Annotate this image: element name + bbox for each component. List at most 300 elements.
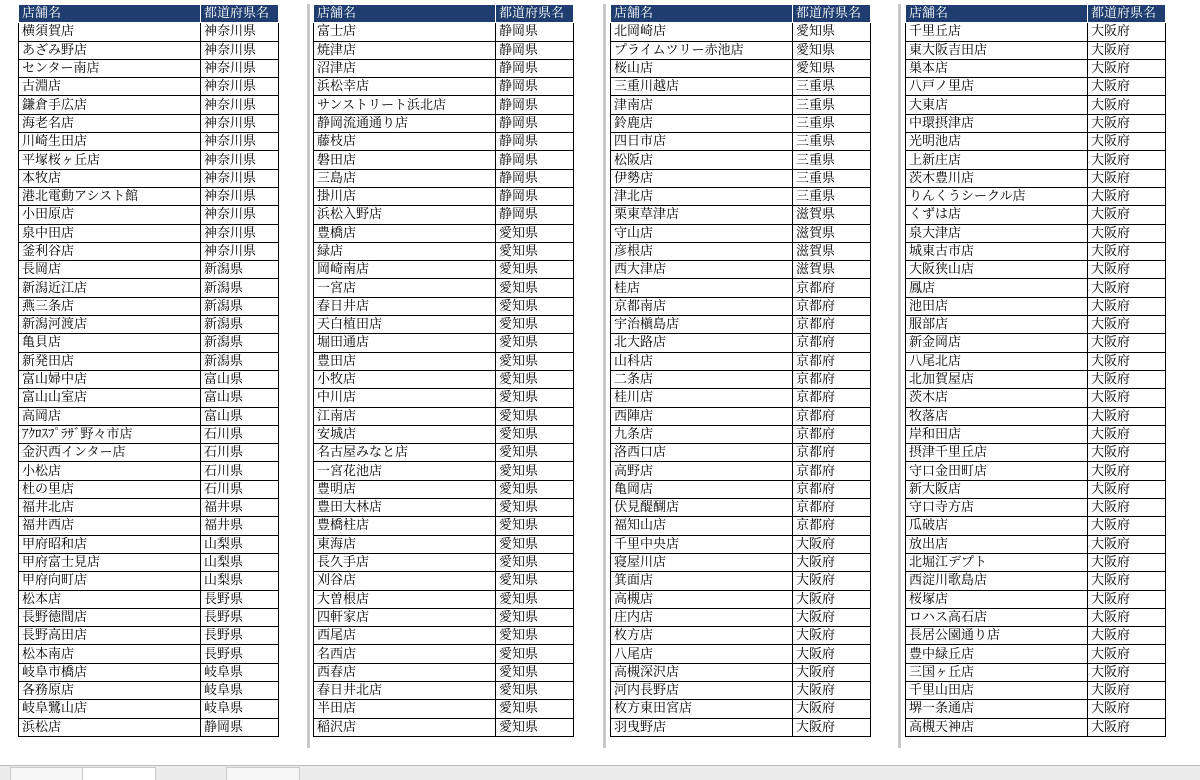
store-name-cell[interactable]: 摂津千里丘店 <box>906 444 1088 462</box>
store-name-cell[interactable]: 釜利谷店 <box>19 242 201 260</box>
store-name-cell[interactable]: 守口金田町店 <box>906 462 1088 480</box>
store-name-cell[interactable]: 高野店 <box>611 462 793 480</box>
prefecture-cell[interactable]: 大阪府 <box>1088 23 1166 41</box>
prefecture-cell[interactable]: 大阪府 <box>793 553 871 571</box>
store-name-cell[interactable]: 寝屋川店 <box>611 553 793 571</box>
store-name-cell[interactable]: 伏見醍醐店 <box>611 499 793 517</box>
store-name-cell[interactable]: 松本南店 <box>19 645 201 663</box>
store-name-cell[interactable]: 燕三条店 <box>19 297 201 315</box>
store-name-cell[interactable]: 高岡店 <box>19 407 201 425</box>
store-name-cell[interactable]: 八尾北店 <box>906 352 1088 370</box>
store-name-cell[interactable]: ロハス高石店 <box>906 608 1088 626</box>
prefecture-cell[interactable]: 京都府 <box>793 480 871 498</box>
store-name-cell[interactable]: 豊田店 <box>314 352 496 370</box>
prefecture-cell[interactable]: 愛知県 <box>496 370 574 388</box>
store-name-cell[interactable]: 長久手店 <box>314 553 496 571</box>
store-name-cell[interactable]: 掛川店 <box>314 187 496 205</box>
store-name-cell[interactable]: 名古屋みなと店 <box>314 444 496 462</box>
prefecture-cell[interactable]: 山梨県 <box>201 535 279 553</box>
store-name-cell[interactable]: 鈴鹿店 <box>611 114 793 132</box>
prefecture-cell[interactable]: 大阪府 <box>793 572 871 590</box>
prefecture-cell[interactable]: 新潟県 <box>201 334 279 352</box>
store-name-cell[interactable]: 本牧店 <box>19 169 201 187</box>
prefecture-cell[interactable]: 大阪府 <box>1088 78 1166 96</box>
store-name-cell[interactable]: 庄内店 <box>611 608 793 626</box>
store-name-cell[interactable]: 甲府富士見店 <box>19 553 201 571</box>
store-name-cell[interactable]: 古淵店 <box>19 78 201 96</box>
store-name-cell[interactable]: 川崎生田店 <box>19 133 201 151</box>
store-name-cell[interactable]: 新金岡店 <box>906 334 1088 352</box>
prefecture-cell[interactable]: 石川県 <box>201 462 279 480</box>
prefecture-cell[interactable]: 大阪府 <box>1088 206 1166 224</box>
store-name-cell[interactable]: 岡崎南店 <box>314 261 496 279</box>
store-name-cell[interactable]: 長居公園通り店 <box>906 627 1088 645</box>
header-prefecture-cell[interactable]: 都道府県名 <box>201 5 279 23</box>
header-prefecture-cell[interactable]: 都道府県名 <box>1088 5 1166 23</box>
prefecture-cell[interactable]: 福井県 <box>201 499 279 517</box>
prefecture-cell[interactable]: 大阪府 <box>1088 316 1166 334</box>
prefecture-cell[interactable]: 大阪府 <box>1088 169 1166 187</box>
store-name-cell[interactable]: 羽曳野店 <box>611 718 793 736</box>
prefecture-cell[interactable]: 京都府 <box>793 389 871 407</box>
store-name-cell[interactable]: 中環摂津店 <box>906 114 1088 132</box>
store-name-cell[interactable]: 磐田店 <box>314 151 496 169</box>
prefecture-cell[interactable]: 愛知県 <box>496 316 574 334</box>
prefecture-cell[interactable]: 京都府 <box>793 352 871 370</box>
prefecture-cell[interactable]: 静岡県 <box>496 96 574 114</box>
store-name-cell[interactable]: 福井北店 <box>19 499 201 517</box>
store-name-cell[interactable]: 宇治槇島店 <box>611 316 793 334</box>
store-name-cell[interactable]: 稲沢店 <box>314 718 496 736</box>
store-name-cell[interactable]: 福井西店 <box>19 517 201 535</box>
store-name-cell[interactable]: 刈谷店 <box>314 572 496 590</box>
prefecture-cell[interactable]: 大阪府 <box>1088 114 1166 132</box>
prefecture-cell[interactable]: 大阪府 <box>793 663 871 681</box>
store-name-cell[interactable]: 大阪狭山店 <box>906 261 1088 279</box>
prefecture-cell[interactable]: 三重県 <box>793 169 871 187</box>
header-prefecture-cell[interactable]: 都道府県名 <box>496 5 574 23</box>
store-name-cell[interactable]: 各務原店 <box>19 681 201 699</box>
store-name-cell[interactable]: 山科店 <box>611 352 793 370</box>
prefecture-cell[interactable]: 京都府 <box>793 297 871 315</box>
prefecture-cell[interactable]: 三重県 <box>793 96 871 114</box>
store-name-cell[interactable]: 九条店 <box>611 425 793 443</box>
prefecture-cell[interactable]: 大阪府 <box>1088 462 1166 480</box>
store-name-cell[interactable]: 新発田店 <box>19 352 201 370</box>
prefecture-cell[interactable]: 神奈川県 <box>201 114 279 132</box>
store-name-cell[interactable]: 箕面店 <box>611 572 793 590</box>
prefecture-cell[interactable]: 愛知県 <box>496 553 574 571</box>
store-name-cell[interactable]: 栗東草津店 <box>611 206 793 224</box>
prefecture-cell[interactable]: 愛知県 <box>793 41 871 59</box>
store-name-cell[interactable]: 桂川店 <box>611 389 793 407</box>
prefecture-cell[interactable]: 静岡県 <box>496 78 574 96</box>
prefecture-cell[interactable]: 静岡県 <box>496 151 574 169</box>
prefecture-cell[interactable]: 愛知県 <box>496 462 574 480</box>
prefecture-cell[interactable]: 神奈川県 <box>201 59 279 77</box>
store-name-cell[interactable]: 中川店 <box>314 389 496 407</box>
store-name-cell[interactable]: 亀貝店 <box>19 334 201 352</box>
store-name-cell[interactable]: 松本店 <box>19 590 201 608</box>
store-name-cell[interactable]: 横須賀店 <box>19 23 201 41</box>
sheet-tab-active[interactable] <box>82 767 156 780</box>
prefecture-cell[interactable]: 大阪府 <box>1088 261 1166 279</box>
sheet-tab[interactable] <box>226 767 300 780</box>
prefecture-cell[interactable]: 愛知県 <box>496 627 574 645</box>
store-name-cell[interactable]: 茨木豊川店 <box>906 169 1088 187</box>
store-name-cell[interactable]: 二条店 <box>611 370 793 388</box>
store-name-cell[interactable]: 北堀江デプト <box>906 553 1088 571</box>
prefecture-cell[interactable]: 愛知県 <box>496 444 574 462</box>
prefecture-cell[interactable]: 京都府 <box>793 444 871 462</box>
prefecture-cell[interactable]: 京都府 <box>793 334 871 352</box>
prefecture-cell[interactable]: 愛知県 <box>496 242 574 260</box>
store-name-cell[interactable]: 桜塚店 <box>906 590 1088 608</box>
store-name-cell[interactable]: 東海店 <box>314 535 496 553</box>
prefecture-cell[interactable]: 大阪府 <box>793 535 871 553</box>
prefecture-cell[interactable]: 愛知県 <box>496 352 574 370</box>
prefecture-cell[interactable]: 三重県 <box>793 78 871 96</box>
store-name-cell[interactable]: 海老名店 <box>19 114 201 132</box>
store-name-cell[interactable]: 港北電動アシスト館 <box>19 187 201 205</box>
prefecture-cell[interactable]: 愛知県 <box>496 608 574 626</box>
prefecture-cell[interactable]: 大阪府 <box>1088 224 1166 242</box>
store-name-cell[interactable]: 藤枝店 <box>314 133 496 151</box>
store-name-cell[interactable]: 浜松店 <box>19 718 201 736</box>
store-name-cell[interactable]: 泉大津店 <box>906 224 1088 242</box>
prefecture-cell[interactable]: 愛知県 <box>793 59 871 77</box>
header-prefecture-cell[interactable]: 都道府県名 <box>793 5 871 23</box>
prefecture-cell[interactable]: 愛知県 <box>496 517 574 535</box>
header-store-cell[interactable]: 店舗名 <box>19 5 201 23</box>
prefecture-cell[interactable]: 富山県 <box>201 370 279 388</box>
store-name-cell[interactable]: 岐阜鷺山店 <box>19 700 201 718</box>
store-name-cell[interactable]: くずは店 <box>906 206 1088 224</box>
store-name-cell[interactable]: 長岡店 <box>19 261 201 279</box>
prefecture-cell[interactable]: 京都府 <box>793 279 871 297</box>
store-name-cell[interactable]: 瓜破店 <box>906 517 1088 535</box>
prefecture-cell[interactable]: 静岡県 <box>496 206 574 224</box>
prefecture-cell[interactable]: 新潟県 <box>201 279 279 297</box>
prefecture-cell[interactable]: 新潟県 <box>201 297 279 315</box>
store-name-cell[interactable]: 高槻店 <box>611 590 793 608</box>
prefecture-cell[interactable]: 愛知県 <box>496 663 574 681</box>
store-name-cell[interactable]: 平塚桜ヶ丘店 <box>19 151 201 169</box>
prefecture-cell[interactable]: 大阪府 <box>1088 535 1166 553</box>
store-name-cell[interactable]: 西尾店 <box>314 627 496 645</box>
store-name-cell[interactable]: 福知山店 <box>611 517 793 535</box>
prefecture-cell[interactable]: 静岡県 <box>201 718 279 736</box>
prefecture-cell[interactable]: 大阪府 <box>793 718 871 736</box>
prefecture-cell[interactable]: 愛知県 <box>496 590 574 608</box>
store-name-cell[interactable]: 城東古市店 <box>906 242 1088 260</box>
store-name-cell[interactable]: 千里中央店 <box>611 535 793 553</box>
store-name-cell[interactable]: 桜山店 <box>611 59 793 77</box>
prefecture-cell[interactable]: 長野県 <box>201 627 279 645</box>
prefecture-cell[interactable]: 大阪府 <box>793 681 871 699</box>
store-name-cell[interactable]: あざみ野店 <box>19 41 201 59</box>
store-name-cell[interactable]: 千里丘店 <box>906 23 1088 41</box>
store-name-cell[interactable]: 亀岡店 <box>611 480 793 498</box>
prefecture-cell[interactable]: 石川県 <box>201 425 279 443</box>
store-name-cell[interactable]: 浜松入野店 <box>314 206 496 224</box>
store-name-cell[interactable]: 伊勢店 <box>611 169 793 187</box>
prefecture-cell[interactable]: 大阪府 <box>1088 499 1166 517</box>
store-name-cell[interactable]: 緑店 <box>314 242 496 260</box>
prefecture-cell[interactable]: 静岡県 <box>496 133 574 151</box>
store-name-cell[interactable]: 新大阪店 <box>906 480 1088 498</box>
prefecture-cell[interactable]: 大阪府 <box>1088 96 1166 114</box>
prefecture-cell[interactable]: 石川県 <box>201 444 279 462</box>
store-name-cell[interactable]: 泉中田店 <box>19 224 201 242</box>
prefecture-cell[interactable]: 大阪府 <box>1088 700 1166 718</box>
store-name-cell[interactable]: 巣本店 <box>906 59 1088 77</box>
store-name-cell[interactable]: 長野徳間店 <box>19 608 201 626</box>
prefecture-cell[interactable]: 大阪府 <box>1088 517 1166 535</box>
store-name-cell[interactable]: センター南店 <box>19 59 201 77</box>
prefecture-cell[interactable]: 大阪府 <box>1088 279 1166 297</box>
prefecture-cell[interactable]: 滋賀県 <box>793 206 871 224</box>
store-name-cell[interactable]: 茨木店 <box>906 389 1088 407</box>
store-name-cell[interactable]: 三重川越店 <box>611 78 793 96</box>
store-name-cell[interactable]: 半田店 <box>314 700 496 718</box>
store-name-cell[interactable]: 大曽根店 <box>314 590 496 608</box>
prefecture-cell[interactable]: 愛知県 <box>496 535 574 553</box>
store-name-cell[interactable]: 四軒家店 <box>314 608 496 626</box>
prefecture-cell[interactable]: 大阪府 <box>1088 444 1166 462</box>
store-name-cell[interactable]: 一宮店 <box>314 279 496 297</box>
prefecture-cell[interactable]: 大阪府 <box>1088 681 1166 699</box>
store-name-cell[interactable]: 岸和田店 <box>906 425 1088 443</box>
store-name-cell[interactable]: 新潟河渡店 <box>19 316 201 334</box>
prefecture-cell[interactable]: 大阪府 <box>1088 663 1166 681</box>
store-name-cell[interactable]: 豊橋柱店 <box>314 517 496 535</box>
prefecture-cell[interactable]: 山梨県 <box>201 572 279 590</box>
store-name-cell[interactable]: 放出店 <box>906 535 1088 553</box>
prefecture-cell[interactable]: 大阪府 <box>1088 242 1166 260</box>
store-name-cell[interactable]: 光明池店 <box>906 133 1088 151</box>
prefecture-cell[interactable]: 大阪府 <box>1088 718 1166 736</box>
store-name-cell[interactable]: サンストリート浜北店 <box>314 96 496 114</box>
store-name-cell[interactable]: 津北店 <box>611 187 793 205</box>
store-name-cell[interactable]: 西淀川歌島店 <box>906 572 1088 590</box>
store-name-cell[interactable]: 焼津店 <box>314 41 496 59</box>
prefecture-cell[interactable]: 大阪府 <box>1088 553 1166 571</box>
store-name-cell[interactable]: 三島店 <box>314 169 496 187</box>
prefecture-cell[interactable]: 愛知県 <box>496 718 574 736</box>
prefecture-cell[interactable]: 岐阜県 <box>201 663 279 681</box>
prefecture-cell[interactable]: 富山県 <box>201 407 279 425</box>
prefecture-cell[interactable]: 愛知県 <box>496 499 574 517</box>
prefecture-cell[interactable]: 大阪府 <box>1088 608 1166 626</box>
prefecture-cell[interactable]: 新潟県 <box>201 316 279 334</box>
store-name-cell[interactable]: 金沢西インター店 <box>19 444 201 462</box>
store-name-cell[interactable]: りんくうシークル店 <box>906 187 1088 205</box>
store-name-cell[interactable]: 新潟近江店 <box>19 279 201 297</box>
prefecture-cell[interactable]: 大阪府 <box>1088 151 1166 169</box>
store-name-cell[interactable]: 八戸ノ里店 <box>906 78 1088 96</box>
prefecture-cell[interactable]: 神奈川県 <box>201 78 279 96</box>
store-name-cell[interactable]: 津南店 <box>611 96 793 114</box>
store-name-cell[interactable]: 三国ヶ丘店 <box>906 663 1088 681</box>
prefecture-cell[interactable]: 長野県 <box>201 645 279 663</box>
prefecture-cell[interactable]: 大阪府 <box>793 700 871 718</box>
prefecture-cell[interactable]: 京都府 <box>793 425 871 443</box>
prefecture-cell[interactable]: 大阪府 <box>793 645 871 663</box>
store-name-cell[interactable]: 甲府昭和店 <box>19 535 201 553</box>
store-name-cell[interactable]: 静岡流通通り店 <box>314 114 496 132</box>
store-name-cell[interactable]: 浜松幸店 <box>314 78 496 96</box>
prefecture-cell[interactable]: 神奈川県 <box>201 23 279 41</box>
prefecture-cell[interactable]: 京都府 <box>793 407 871 425</box>
prefecture-cell[interactable]: 神奈川県 <box>201 224 279 242</box>
prefecture-cell[interactable]: 静岡県 <box>496 23 574 41</box>
store-name-cell[interactable]: 堺一条通店 <box>906 700 1088 718</box>
prefecture-cell[interactable]: 京都府 <box>793 499 871 517</box>
store-name-cell[interactable]: 彦根店 <box>611 242 793 260</box>
store-name-cell[interactable]: 河内長野店 <box>611 681 793 699</box>
store-name-cell[interactable]: 江南店 <box>314 407 496 425</box>
prefecture-cell[interactable]: 神奈川県 <box>201 96 279 114</box>
prefecture-cell[interactable]: 愛知県 <box>496 389 574 407</box>
store-name-cell[interactable]: 京都南店 <box>611 297 793 315</box>
prefecture-cell[interactable]: 神奈川県 <box>201 169 279 187</box>
store-name-cell[interactable]: 杜の里店 <box>19 480 201 498</box>
prefecture-cell[interactable]: 愛知県 <box>496 572 574 590</box>
store-name-cell[interactable]: 西大津店 <box>611 261 793 279</box>
prefecture-cell[interactable]: 滋賀県 <box>793 224 871 242</box>
prefecture-cell[interactable]: 愛知県 <box>496 407 574 425</box>
store-name-cell[interactable]: 豊明店 <box>314 480 496 498</box>
store-name-cell[interactable]: 大東店 <box>906 96 1088 114</box>
store-name-cell[interactable]: 西春店 <box>314 663 496 681</box>
prefecture-cell[interactable]: 神奈川県 <box>201 151 279 169</box>
prefecture-cell[interactable]: 愛知県 <box>496 297 574 315</box>
prefecture-cell[interactable]: 大阪府 <box>1088 627 1166 645</box>
store-name-cell[interactable]: 枚方店 <box>611 627 793 645</box>
store-name-cell[interactable]: 一宮花池店 <box>314 462 496 480</box>
store-name-cell[interactable]: 長野高田店 <box>19 627 201 645</box>
prefecture-cell[interactable]: 神奈川県 <box>201 41 279 59</box>
store-name-cell[interactable]: 鎌倉手広店 <box>19 96 201 114</box>
prefecture-cell[interactable]: 長野県 <box>201 590 279 608</box>
prefecture-cell[interactable]: 大阪府 <box>1088 389 1166 407</box>
prefecture-cell[interactable]: 滋賀県 <box>793 261 871 279</box>
store-name-cell[interactable]: 豊橋店 <box>314 224 496 242</box>
prefecture-cell[interactable]: 福井県 <box>201 517 279 535</box>
prefecture-cell[interactable]: 静岡県 <box>496 187 574 205</box>
prefecture-cell[interactable]: 京都府 <box>793 370 871 388</box>
store-name-cell[interactable]: 鳳店 <box>906 279 1088 297</box>
prefecture-cell[interactable]: 富山県 <box>201 389 279 407</box>
prefecture-cell[interactable]: 静岡県 <box>496 41 574 59</box>
store-name-cell[interactable]: 高槻天神店 <box>906 718 1088 736</box>
store-name-cell[interactable]: 高槻深沢店 <box>611 663 793 681</box>
store-name-cell[interactable]: 千里山田店 <box>906 681 1088 699</box>
prefecture-cell[interactable]: 三重県 <box>793 133 871 151</box>
store-name-cell[interactable]: 八尾店 <box>611 645 793 663</box>
store-name-cell[interactable]: 天白植田店 <box>314 316 496 334</box>
store-name-cell[interactable]: 守山店 <box>611 224 793 242</box>
store-name-cell[interactable]: プライムツリー赤池店 <box>611 41 793 59</box>
store-name-cell[interactable]: 豊田大林店 <box>314 499 496 517</box>
store-name-cell[interactable]: 豊中緑丘店 <box>906 645 1088 663</box>
prefecture-cell[interactable]: 愛知県 <box>496 261 574 279</box>
prefecture-cell[interactable]: 大阪府 <box>1088 425 1166 443</box>
prefecture-cell[interactable]: 岐阜県 <box>201 681 279 699</box>
store-name-cell[interactable]: 富山婦中店 <box>19 370 201 388</box>
header-store-cell[interactable]: 店舗名 <box>906 5 1088 23</box>
prefecture-cell[interactable]: 長野県 <box>201 608 279 626</box>
prefecture-cell[interactable]: 大阪府 <box>1088 133 1166 151</box>
store-name-cell[interactable]: 富士店 <box>314 23 496 41</box>
store-name-cell[interactable]: 堀田通店 <box>314 334 496 352</box>
store-name-cell[interactable]: 上新庄店 <box>906 151 1088 169</box>
prefecture-cell[interactable]: 愛知県 <box>496 645 574 663</box>
prefecture-cell[interactable]: 愛知県 <box>793 23 871 41</box>
prefecture-cell[interactable]: 大阪府 <box>1088 352 1166 370</box>
store-name-cell[interactable]: 小牧店 <box>314 370 496 388</box>
store-name-cell[interactable]: 岐阜市橋店 <box>19 663 201 681</box>
store-name-cell[interactable]: 富山山室店 <box>19 389 201 407</box>
prefecture-cell[interactable]: 三重県 <box>793 114 871 132</box>
store-name-cell[interactable]: 小松店 <box>19 462 201 480</box>
store-name-cell[interactable]: 春日井北店 <box>314 681 496 699</box>
prefecture-cell[interactable]: 滋賀県 <box>793 242 871 260</box>
store-name-cell[interactable]: 小田原店 <box>19 206 201 224</box>
store-name-cell[interactable]: 春日井店 <box>314 297 496 315</box>
prefecture-cell[interactable]: 大阪府 <box>1088 187 1166 205</box>
prefecture-cell[interactable]: 大阪府 <box>1088 480 1166 498</box>
store-name-cell[interactable]: 安城店 <box>314 425 496 443</box>
store-name-cell[interactable]: 北岡崎店 <box>611 23 793 41</box>
header-store-cell[interactable]: 店舗名 <box>611 5 793 23</box>
prefecture-cell[interactable]: 神奈川県 <box>201 133 279 151</box>
prefecture-cell[interactable]: 大阪府 <box>1088 297 1166 315</box>
prefecture-cell[interactable]: 岐阜県 <box>201 700 279 718</box>
prefecture-cell[interactable]: 大阪府 <box>1088 572 1166 590</box>
prefecture-cell[interactable]: 新潟県 <box>201 352 279 370</box>
store-name-cell[interactable]: 守口寺方店 <box>906 499 1088 517</box>
store-name-cell[interactable]: 松阪店 <box>611 151 793 169</box>
prefecture-cell[interactable]: 三重県 <box>793 187 871 205</box>
store-name-cell[interactable]: 枚方東田宮店 <box>611 700 793 718</box>
store-name-cell[interactable]: 桂店 <box>611 279 793 297</box>
prefecture-cell[interactable]: 大阪府 <box>793 590 871 608</box>
prefecture-cell[interactable]: 新潟県 <box>201 261 279 279</box>
prefecture-cell[interactable]: 大阪府 <box>1088 645 1166 663</box>
store-name-cell[interactable]: 沼津店 <box>314 59 496 77</box>
prefecture-cell[interactable]: 大阪府 <box>793 608 871 626</box>
prefecture-cell[interactable]: 石川県 <box>201 480 279 498</box>
prefecture-cell[interactable]: 京都府 <box>793 462 871 480</box>
prefecture-cell[interactable]: 静岡県 <box>496 169 574 187</box>
store-name-cell[interactable]: 西陣店 <box>611 407 793 425</box>
store-name-cell[interactable]: 洛西口店 <box>611 444 793 462</box>
prefecture-cell[interactable]: 愛知県 <box>496 700 574 718</box>
prefecture-cell[interactable]: 京都府 <box>793 316 871 334</box>
prefecture-cell[interactable]: 静岡県 <box>496 114 574 132</box>
prefecture-cell[interactable]: 大阪府 <box>1088 590 1166 608</box>
store-name-cell[interactable]: ｱｸﾛｽﾌﾟﾗｻﾞ野々市店 <box>19 425 201 443</box>
prefecture-cell[interactable]: 大阪府 <box>1088 41 1166 59</box>
store-name-cell[interactable]: 名西店 <box>314 645 496 663</box>
prefecture-cell[interactable]: 大阪府 <box>1088 334 1166 352</box>
header-store-cell[interactable]: 店舗名 <box>314 5 496 23</box>
prefecture-cell[interactable]: 神奈川県 <box>201 206 279 224</box>
prefecture-cell[interactable]: 大阪府 <box>1088 407 1166 425</box>
prefecture-cell[interactable]: 三重県 <box>793 151 871 169</box>
